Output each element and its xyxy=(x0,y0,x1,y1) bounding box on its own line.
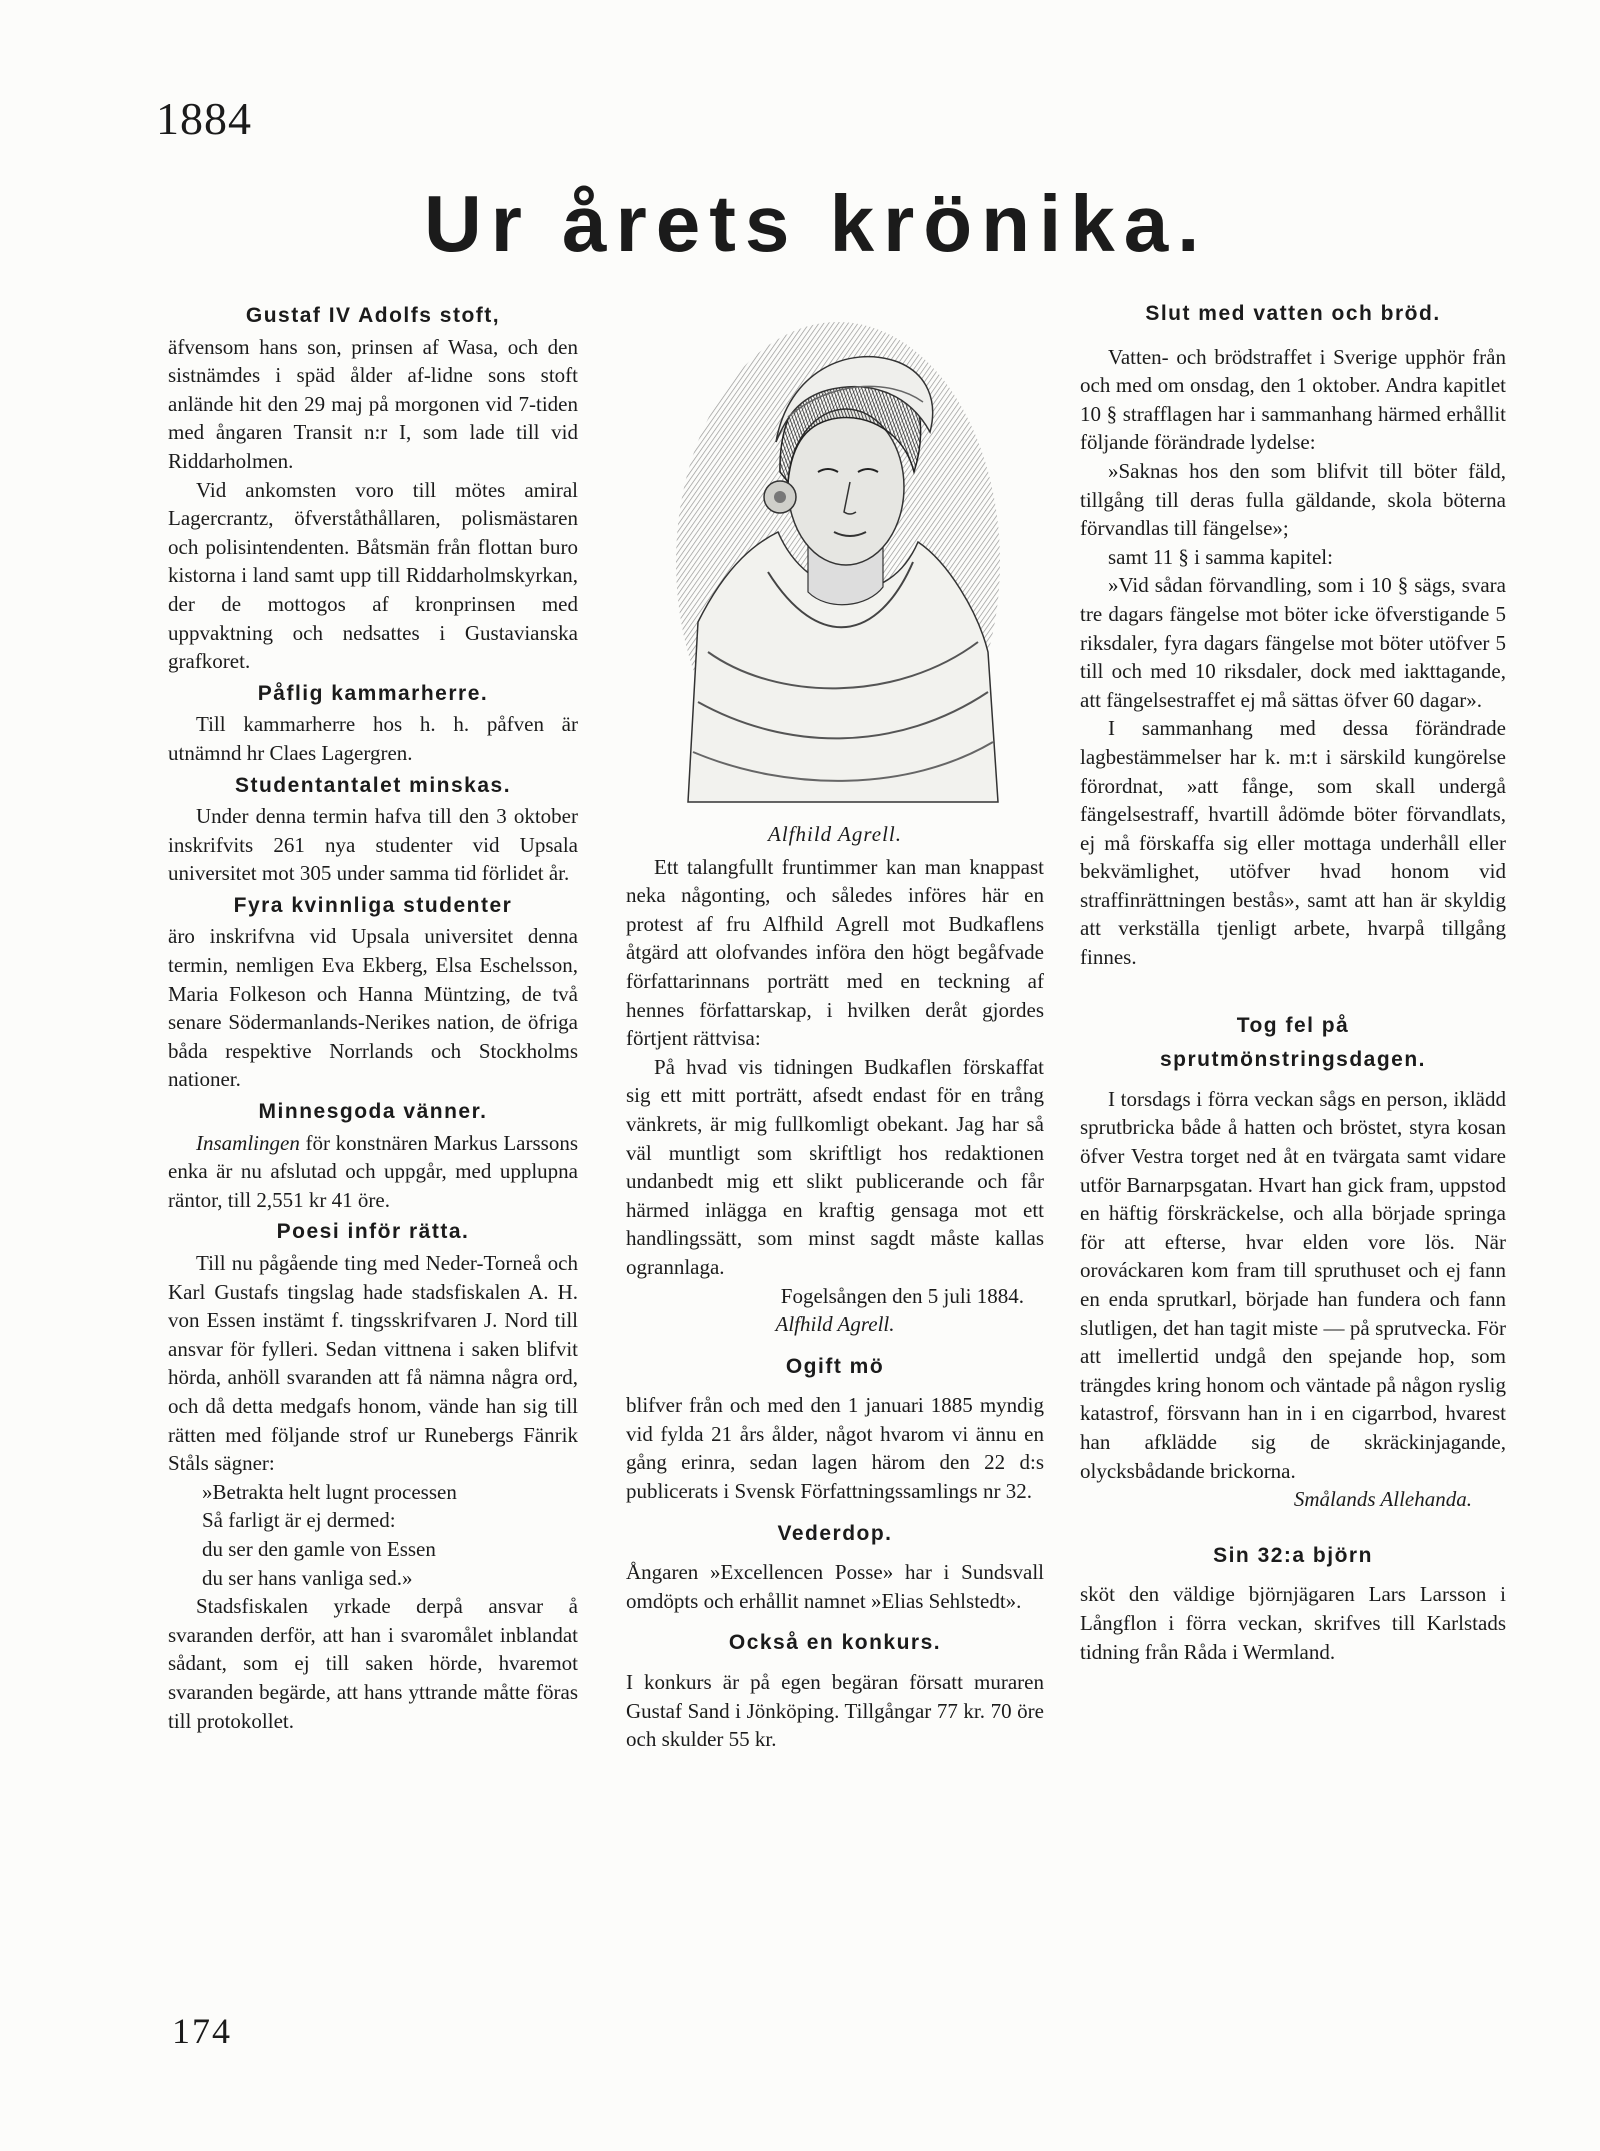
source-attribution: Smålands Allehanda. xyxy=(1293,1487,1472,1512)
article-heading: Fyra kvinnliga studenter xyxy=(233,893,513,917)
article-heading: Minnesgoda vänner. xyxy=(258,1100,488,1124)
article-paragraph: Till kammarherre hos h. h. påfven är utnämnd hr Claes Lagergren. xyxy=(168,712,578,765)
page-number: 174 xyxy=(172,2011,232,2051)
article-heading: sprutmönstringsdagen. xyxy=(1159,1048,1427,1072)
article-paragraph: äro inskrifvna vid Upsala universitet denna termin, nemligen Eva Ekberg, Elsa Eschelsson, Maria Folkeson och Hanna Müntzing, de två senare Södermanlands-Nerikes nation, de öfriga båda respektive Norrlands och Stockholms nationer. xyxy=(168,924,578,1092)
article-paragraph: Till nu pågående ting med Neder-Torneå och Karl Gustafs tingslag hade stadsfiskalen A. H. von Essen instämt f. tingsskrifvaren J. Nord till ansvar för fylleri. Sedan vittnena i saken blifvit hörda, anhöll svaranden att få nämna några ord, och då detta medgafs honom, vände han sig till rätten med följande strof ur Runebergs Fänrik Ståls sägner: xyxy=(168,1251,578,1476)
article-heading: Tog fel på xyxy=(1236,1013,1350,1037)
article-paragraph: Ångaren »Excellencen Posse» har i Sundsvall omdöpts och erhållit namnet »Elias Sehlstedt». xyxy=(626,1560,1044,1613)
emphasis-text: Insamlingen xyxy=(196,1130,300,1155)
article-paragraph: Stadsfiskalen yrkade derpå ansvar å svaranden derför, att han i svaromålet inblandat sådant, som ej till saken hörde, hvaremot svaranden begärde, att hans yttrande måtte föras till protokollet. xyxy=(168,1594,578,1733)
article-paragraph: I sammanhang med dessa förändrade lagbestämmelser har k. m:t i särskild kungörelse förordnat, »att fånge, som skall undergå fängelsestraff, hvartill ådömde böter förvandlats, ej må förskaffa sig eller mottaga underhåll eller bekvämlighet, utöfver hvad honom vid straffinrättningen bestås», samt att han är skyldig att verkställa tjenligt arbete, hvarpå tillgång finnes. xyxy=(1080,716,1506,970)
article-heading: Också en konkurs. xyxy=(728,1631,942,1655)
article-text: för konstnären Markus Larssons enka är nu afslutad och uppgår, med upplupna räntor, till 2,551 kr 41 öre. xyxy=(168,1130,578,1212)
article-paragraph: Vid ankomsten voro till mötes amiral Lagercrantz, öfverståthållaren, polismästaren och polisintendenten. Båtsmän från flottan buro kistorna i land samt upp till Riddarholmskyrkan, der de mottogos af kronprinsen med uppvaktning och nedsattes i Gustavianska grafkoret. xyxy=(168,477,578,674)
article-heading: Vederdop. xyxy=(777,1521,893,1545)
signature: Alfhild Agrell. xyxy=(775,1312,895,1337)
article-paragraph: sköt den väldige björnjägaren Lars Larsson i Långflon i förra veckan, skrifves till Karlstads tidning från Råda i Wermland. xyxy=(1080,1582,1506,1664)
article-paragraph: Under denna termin hafva till den 3 oktober inskrifvits 261 nya studenter vid Upsala universitet mot 305 under samma tid förlidet år. xyxy=(168,804,578,886)
article-paragraph: blifver från och med den 1 januari 1885 myndig vid fylda 21 års ålder, något hvarom vi ännu en gång erinra, sedan lagen härom den 22 d:s publicerats i Svensk Författningssamlings nr 32. xyxy=(626,1393,1044,1504)
column-left xyxy=(168,298,578,1735)
article-heading: Gustaf IV Adolfs stoft, xyxy=(245,304,501,327)
verse-line: du ser den gamle von Essen xyxy=(202,1536,436,1561)
article-paragraph: Vatten- och brödstraffet i Sverige upphör från och med om onsdag, den 1 oktober. Andra kapitlet 10 § strafflagen har i sammanhang härmed erhållit följande förändrade lydelse: xyxy=(1080,344,1506,455)
verse-line: Så farligt är ej dermed: xyxy=(202,1508,396,1533)
article-paragraph: samt 11 § i samma kapitel: xyxy=(1108,544,1333,569)
column-middle xyxy=(626,322,1044,1754)
article-paragraph: I konkurs är på egen begäran försatt muraren Gustaf Sand i Jönköping. Tillgångar 77 kr. 70 öre och skulder 55 kr. xyxy=(626,1670,1044,1752)
portrait-caption: Alfhild Agrell. xyxy=(768,822,902,846)
year-heading: 1884 xyxy=(156,93,252,144)
article-paragraph: I torsdags i förra veckan sågs en person, iklädd sprutbricka både å hatten och bröstet, styra kosan öfver Vestra torget ned åt en tvärgata samt vidare utför Barnarpsgatan. Hvart han gick fram, uppstod en häftig förskräckelse, och alla började springa för att efterse, hvar elden vore lös. När orováckaren kom fram till spruthuset och ej fann en enda sprutkarl, började han fundera och fann slutligen, det han tagit miste — på sprutvecka. För att imellertid undgå den spejande hop, som trängdes kring honom och väntade på någon ryslig katastrof, försvann han in i en cigarrbod, hvarest han afklädde sig de skräckinjagande, olycksbådande brickorna. xyxy=(1080,1086,1506,1483)
article-paragraph: På hvad vis tidningen Budkaflen förskaffat sig ett mitt porträtt, afsedt endast för en trång vänkrets, är mig fullkomligt obekant. Jag har så väl muntligt som skriftligt hos redaktionen undanbedt mig ett slikt publicerande och får härmed inlägga en kraftig gensaga mot ett handlingssätt, som minst sagdt måste kallas ogrannlaga. xyxy=(626,1054,1044,1279)
place-date: Fogelsången den 5 juli 1884. xyxy=(780,1283,1024,1308)
page-title: Ur årets krönika. xyxy=(424,179,1209,268)
article-paragraph: »Saknas hos den som blifvit till böter fäld, tillgång till deras fulla gäldande, skola böterna förvandlas till fängelse»; xyxy=(1080,458,1506,541)
article-heading: Poesi inför rätta. xyxy=(276,1220,470,1244)
article-heading: Sin 32:a björn xyxy=(1213,1543,1373,1567)
column-right xyxy=(1080,300,1506,1666)
article-heading: Påflig kammarherre. xyxy=(257,681,489,705)
verse-line: du ser hans vanliga sed.» xyxy=(202,1565,413,1590)
article-paragraph xyxy=(168,1129,578,1215)
article-heading: Studentantalet minskas. xyxy=(234,773,512,797)
article-heading: Ogift mö xyxy=(785,1354,885,1378)
article-heading: Slut med vatten och bröd. xyxy=(1145,302,1441,325)
article-paragraph: äfvensom hans son, prinsen af Wasa, och den sistnämdes i späd ålder af-lidne sons stoft anlände hit den 29 maj på morgonen vid 7-tiden med ångaren Transit n:r I, som lade till vid Riddarholmen. xyxy=(168,334,578,473)
portrait-engraving xyxy=(668,322,1002,814)
verse-line: »Betrakta helt lugnt processen xyxy=(202,1479,457,1504)
article-paragraph: »Vid sådan förvandling, som i 10 § sägs, svara tre dagars fängelse mot böter icke öfverstigande 5 riksdaler, fyra dagars fängelse mot böter utöfver 5 till och med 10 riksdaler, dock med iakttagande, att fängelsestraffet ej må sättas öfver 60 dagar». xyxy=(1080,573,1506,712)
article-paragraph: Ett talangfullt fruntimmer kan man knappast neka någonting, och således införes här en protest af fru Alfhild Agrell mot Budkaflens åtgärd att olofvandes införa den högt begåfvade författarinnans porträtt med en teckning af hennes författarskap, i hvilken deråt gjordes förtjent rättvisa: xyxy=(626,854,1044,1051)
